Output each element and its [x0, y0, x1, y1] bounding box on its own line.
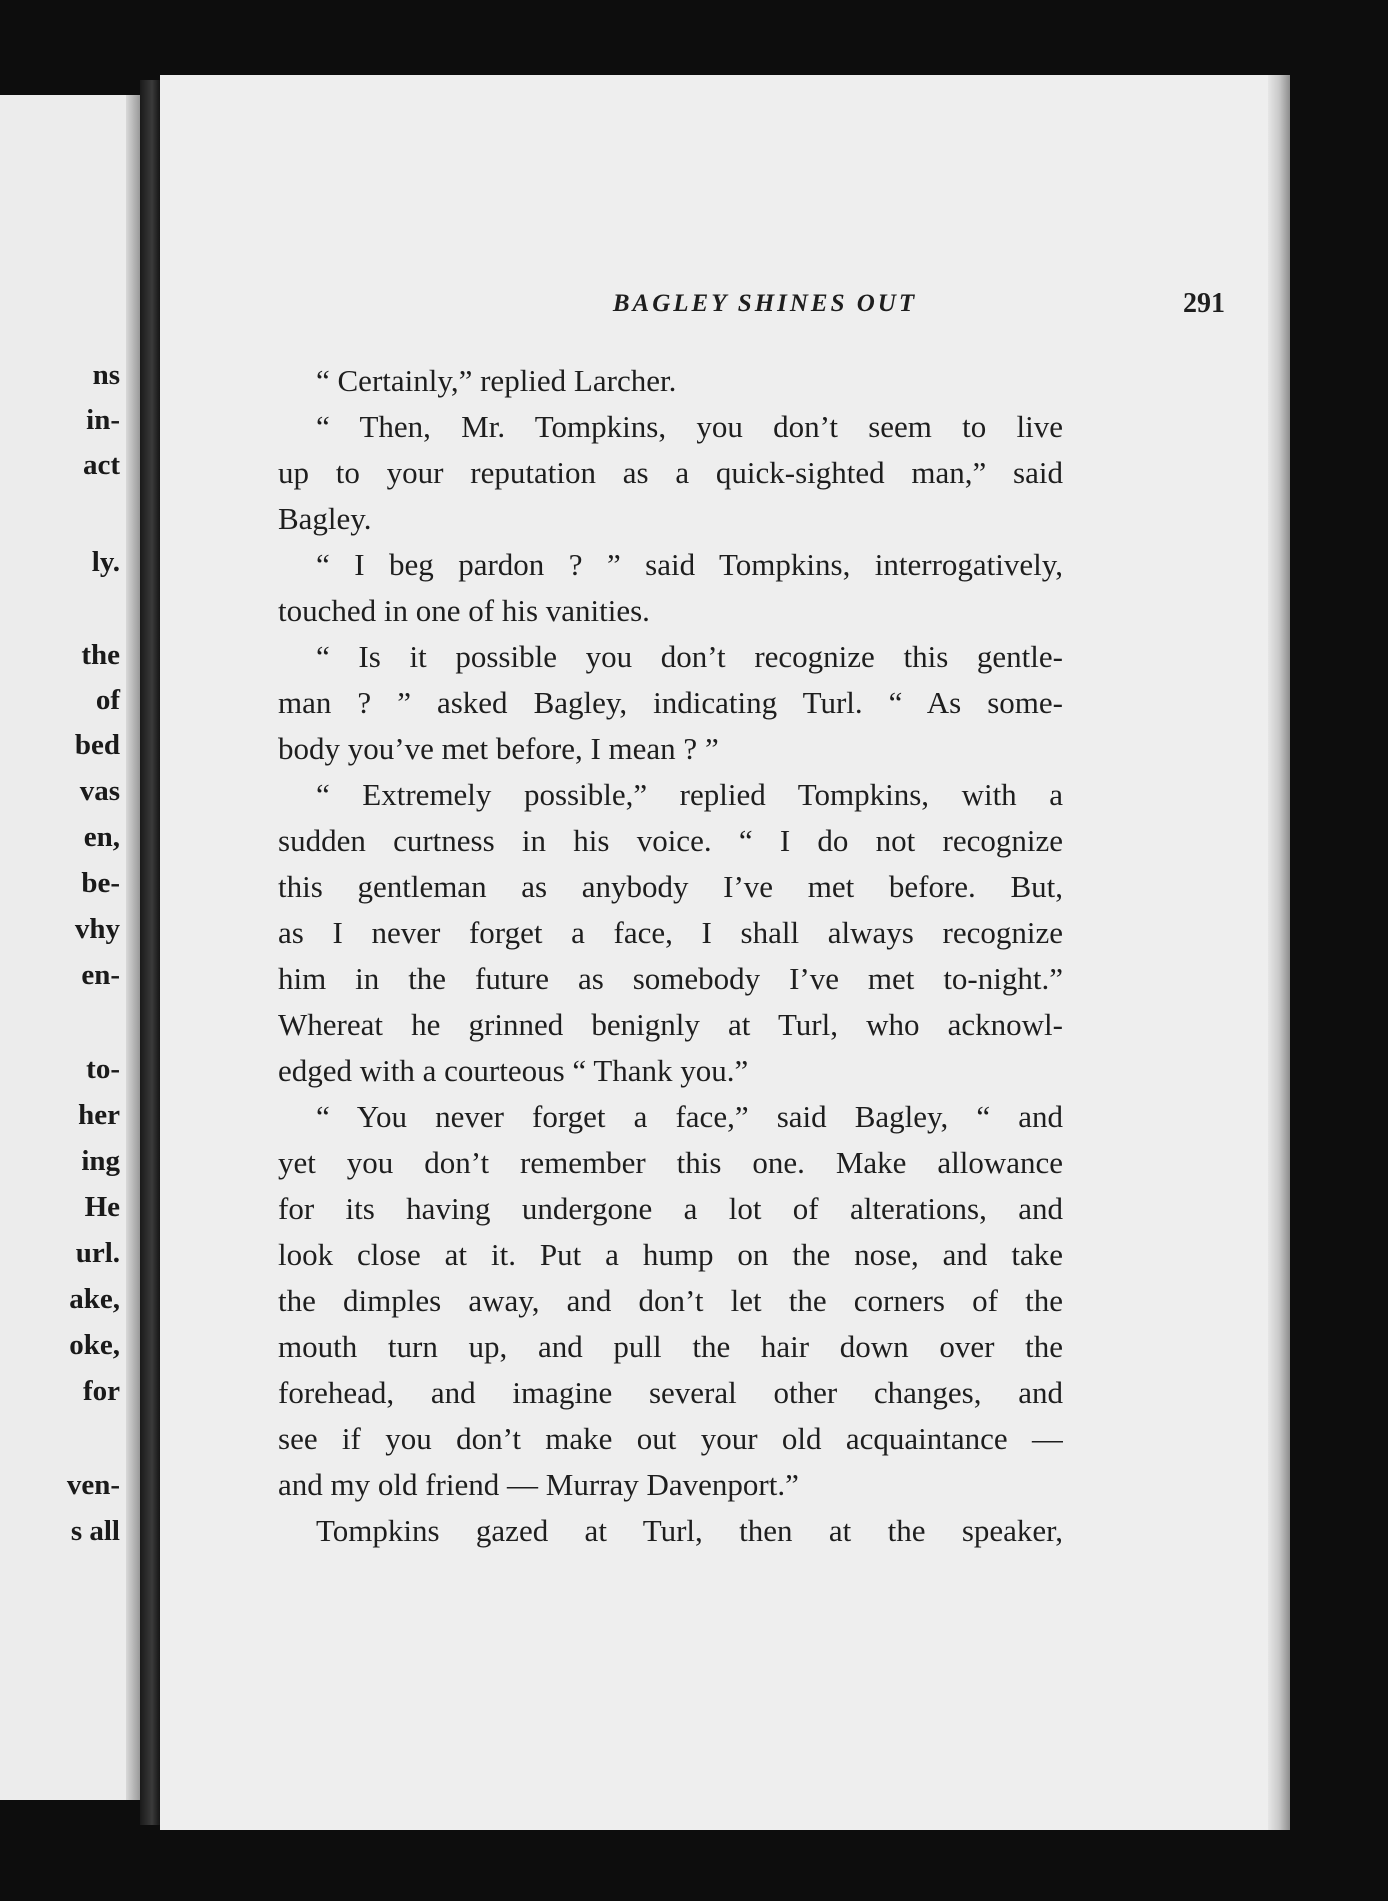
left-page-fragment: vas — [79, 775, 120, 807]
text-line: for its having undergone a lot of alterations, and — [278, 1191, 1063, 1226]
left-page-fragment: s all — [70, 1515, 120, 1547]
text-line: edged with a courteous “ Thank you.” — [278, 1053, 749, 1088]
text-line: up to your reputation as a quick-sighted man,” said — [278, 455, 1063, 490]
page-body — [278, 358, 1063, 1554]
text-line: body you’ve met before, I mean ? ” — [278, 731, 719, 766]
text-line: “ Extremely possible,” replied Tompkins, with a — [316, 777, 1063, 812]
running-title: BAGLEY SHINES OUT — [612, 290, 918, 317]
text-line: look close at it. Put a hump on the nose, and take — [278, 1237, 1063, 1272]
left-page-fragment: ing — [81, 1145, 120, 1177]
left-page-fragment: her — [78, 1099, 120, 1131]
running-header — [505, 290, 1225, 330]
page-fold-shadow — [126, 95, 140, 1800]
text-line: this gentleman as anybody I’ve met before. But, — [278, 869, 1063, 904]
text-line: as I never forget a face, I shall always recognize — [278, 915, 1063, 950]
text-line: sudden curtness in his voice. “ I do not recognize — [278, 823, 1063, 858]
left-page-fragment: to- — [86, 1053, 120, 1085]
text-line: Bagley. — [278, 501, 372, 536]
left-page-fragment: url. — [75, 1237, 120, 1269]
text-line: yet you don’t remember this one. Make allowance — [278, 1145, 1063, 1180]
text-line: Tompkins gazed at Turl, then at the speaker, — [316, 1513, 1063, 1548]
text-line: “ Is it possible you don’t recognize this gentle- — [316, 639, 1063, 674]
left-page-fragment: He — [84, 1191, 120, 1223]
left-page-fragment: ake, — [69, 1283, 120, 1315]
text-line: the dimples away, and don’t let the corners of the — [278, 1283, 1063, 1318]
left-page-fragment: ven- — [66, 1469, 120, 1501]
previous-page-edge — [0, 95, 140, 1800]
text-line: forehead, and imagine several other changes, and — [278, 1375, 1063, 1410]
text-line: “ I beg pardon ? ” said Tompkins, interrogatively, — [316, 547, 1063, 582]
left-page-fragment: en, — [83, 821, 120, 853]
text-line: and my old friend — Murray Davenport.” — [278, 1467, 799, 1502]
left-page-fragment: the — [81, 639, 120, 671]
text-line: mouth turn up, and pull the hair down over the — [278, 1329, 1063, 1364]
left-page-fragment: vhy — [74, 913, 120, 945]
text-line: Whereat he grinned benignly at Turl, who acknowl- — [278, 1007, 1063, 1042]
left-page-fragment: en- — [81, 959, 120, 991]
text-line: “ Certainly,” replied Larcher. — [316, 363, 677, 398]
left-page-fragment: ns — [92, 359, 120, 391]
left-page-fragment: in- — [86, 404, 120, 436]
left-page-fragment: oke, — [69, 1329, 120, 1361]
text-line: touched in one of his vanities. — [278, 593, 650, 628]
left-page-fragment: of — [95, 684, 120, 716]
text-line: “ You never forget a face,” said Bagley, “ and — [316, 1099, 1063, 1134]
book-gutter — [140, 80, 160, 1825]
left-page-fragment: ly. — [91, 546, 120, 578]
text-line: man ? ” asked Bagley, indicating Turl. “ As some- — [278, 685, 1063, 720]
text-line: “ Then, Mr. Tompkins, you don’t seem to live — [316, 409, 1063, 444]
text-line: see if you don’t make out your old acquaintance — — [278, 1421, 1063, 1456]
left-page-fragment: act — [82, 449, 120, 481]
left-page-fragment: for — [82, 1375, 120, 1407]
left-page-fragment: be- — [81, 867, 120, 899]
page-edge-shadow — [1268, 75, 1290, 1830]
left-page-fragment: bed — [74, 729, 120, 761]
text-line: him in the future as somebody I’ve met to-night.” — [278, 961, 1063, 996]
book-page — [160, 75, 1290, 1830]
page-number: 291 — [1183, 288, 1225, 319]
